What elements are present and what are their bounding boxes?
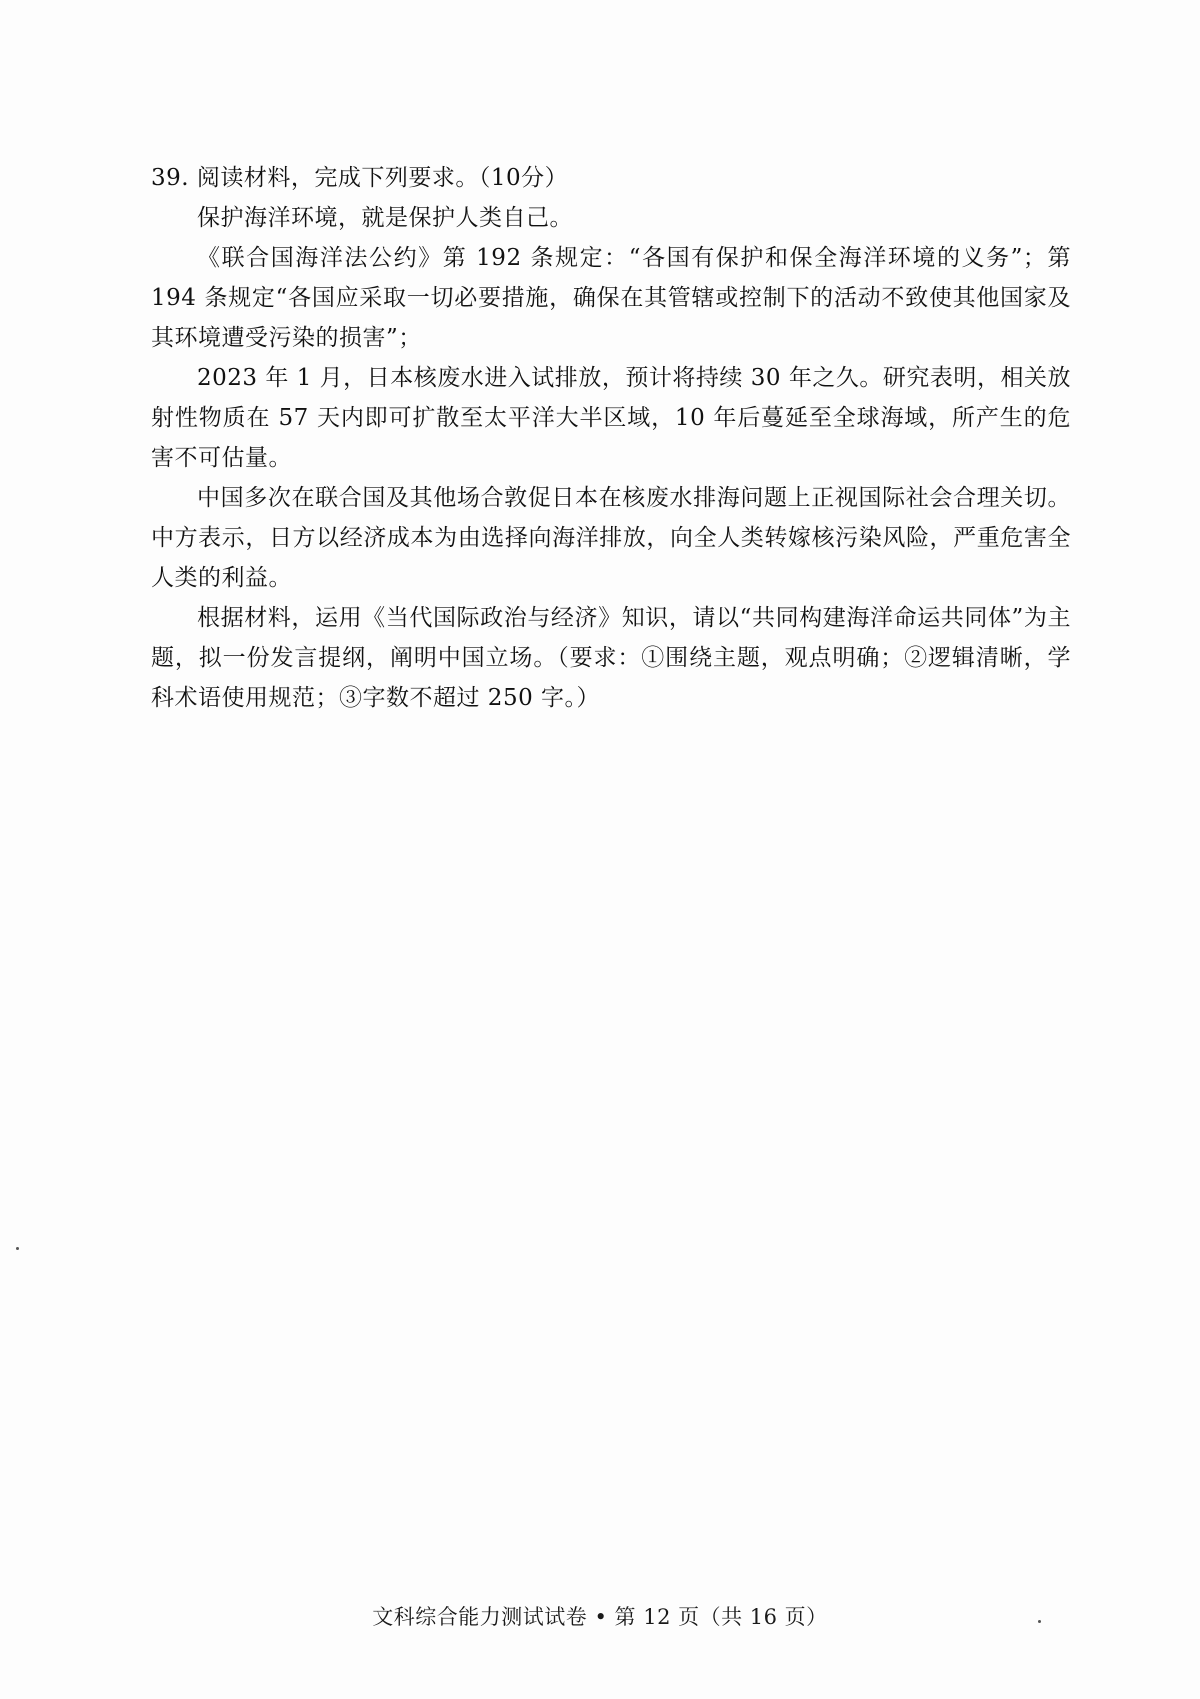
material-paragraph-4: 中国多次在联合国及其他场合敦促日本在核废水排海问题上正视国际社会合理关切。中方表示，日方以经济成本为由选择向海洋排放，向全人类转嫁核污染风险，严重危害全人类的利益。	[151, 485, 1071, 591]
question-39	[151, 158, 1071, 718]
scan-speck	[16, 1247, 19, 1250]
material-paragraph-1: 保护海洋环境，就是保护人类自己。	[197, 205, 573, 231]
question-title: 39. 阅读材料，完成下列要求。（10分）	[151, 165, 569, 191]
material-paragraph-3: 2023 年 1 月，日本核废水进入试排放，预计将持续 30 年之久。研究表明，相关放射性物质在 57 天内即可扩散至太平洋大半区域，10 年后蔓延至全球海域，所产生的危害不可估量。	[151, 365, 1071, 471]
page-footer: 文科综合能力测试试卷 • 第 12 页（共 16 页）	[372, 1605, 828, 1629]
question-requirement: 根据材料，运用《当代国际政治与经济》知识，请以“共同构建海洋命运共同体”为主题，拟一份发言提纲，阐明中国立场。（要求：①围绕主题，观点明确；②逻辑清晰，学科术语使用规范；③字数不超过 250 字。）	[151, 605, 1071, 711]
material-paragraph-2: 《联合国海洋法公约》第 192 条规定：“各国有保护和保全海洋环境的义务”；第 194 条规定“各国应采取一切必要措施，确保在其管辖或控制下的活动不致使其他国家及其环境遭受污染的损害”；	[151, 245, 1071, 351]
